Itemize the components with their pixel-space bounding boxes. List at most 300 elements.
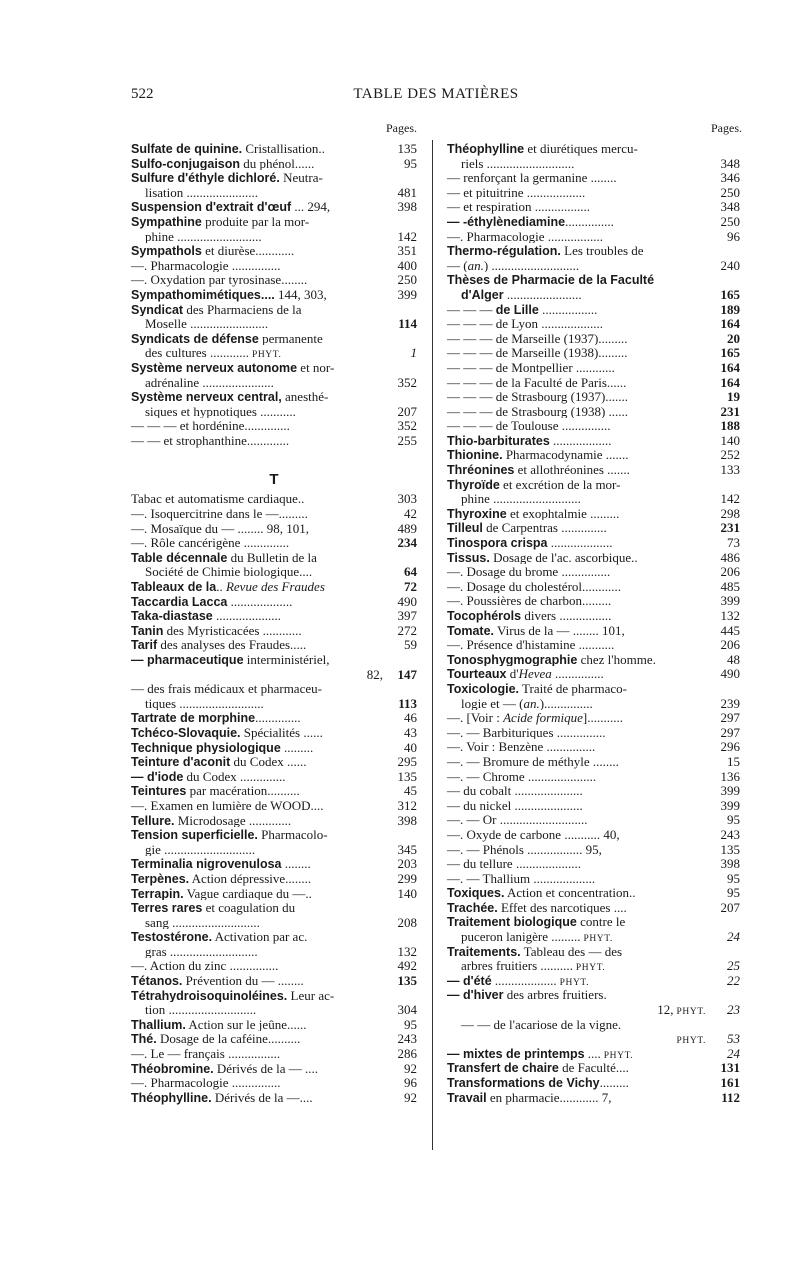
index-entry	[131, 959, 417, 974]
entry-text	[447, 900, 629, 915]
entry-term: — d'été	[447, 973, 492, 988]
index-entry	[447, 828, 740, 843]
entry-text	[131, 798, 326, 813]
index-entry	[131, 419, 417, 434]
entry-text	[131, 754, 308, 769]
entry-text	[447, 958, 607, 973]
entry-description: —. Pharmacologie ...............	[131, 1075, 281, 1091]
entry-text	[131, 521, 311, 536]
entry-description: ]...........	[582, 710, 623, 726]
entry-text	[447, 856, 583, 871]
entry-text	[447, 185, 587, 200]
entry-term: Tanin	[131, 623, 164, 638]
entry-text	[131, 594, 294, 609]
entry-text	[447, 258, 581, 273]
entry-term: Tableaux de la	[131, 580, 217, 595]
entry-text	[447, 973, 591, 988]
entry-term: Traitement biologique	[447, 915, 577, 930]
entry-term: Sulfo-conjugaison	[131, 156, 241, 171]
entry-description: —. Action du zinc ...............	[131, 958, 279, 974]
index-entry	[447, 755, 740, 770]
entry-description: gie ............................	[145, 841, 256, 857]
page-ref: 45	[404, 783, 417, 799]
index-entry	[447, 419, 740, 434]
page-ref: 243	[720, 826, 740, 842]
entry-text	[447, 710, 625, 725]
entry-description: — — et strophanthine.............	[131, 432, 290, 448]
entry-text	[131, 185, 260, 200]
entry-term: Tourteaux	[447, 667, 507, 682]
entry-description: —. Oxyde de carbone ........... 40,	[447, 826, 620, 842]
entry-text	[131, 375, 276, 390]
entry-text	[447, 550, 640, 565]
page-ref: 42	[404, 506, 417, 522]
index-entry	[131, 828, 417, 843]
entry-term: Théobromine.	[131, 1061, 214, 1076]
entry-term: Teintures	[131, 784, 187, 799]
entry-term: Système nerveux autonome	[131, 360, 298, 375]
entry-description: Vague cardiaque du —..	[183, 885, 312, 901]
index-entry	[131, 1003, 417, 1018]
index-entry	[131, 682, 417, 697]
index-entry	[131, 755, 417, 770]
entry-text	[657, 1003, 708, 1020]
entry-term: Sulfure d'éthyle dichloré.	[131, 171, 280, 186]
entry-text	[131, 915, 262, 930]
section-letter: T	[269, 471, 279, 489]
entry-description: —. — Barbituriques ...............	[447, 724, 606, 740]
entry-description: interministériel,	[243, 652, 330, 667]
entry-description: ..	[216, 579, 223, 595]
index-entry	[447, 1003, 740, 1018]
entry-term: Tellure.	[131, 813, 175, 828]
entry-text	[131, 740, 315, 755]
index-entry	[447, 390, 740, 405]
page-ref: 206	[720, 637, 740, 653]
index-entry	[447, 288, 740, 303]
index-entry	[131, 492, 417, 507]
page-ref: 112	[721, 1089, 740, 1105]
entry-term: Trachée.	[447, 900, 498, 915]
index-entry	[447, 1018, 740, 1033]
entry-text	[131, 229, 264, 244]
entry-description: ...............	[565, 213, 614, 229]
entry-description: .......................	[503, 286, 582, 302]
entry-text	[131, 856, 313, 871]
index-entry	[447, 784, 740, 799]
entry-italic: an.	[523, 695, 540, 711]
entry-description: arbres fruitiers ..........	[461, 958, 573, 974]
index-entry	[447, 536, 740, 551]
page-ref: 96	[404, 1075, 417, 1091]
entry-term: Thé.	[131, 1032, 157, 1047]
page-ref: 398	[720, 856, 740, 872]
entry-text	[131, 331, 325, 346]
entry-description: —. Voir : Benzène ...............	[447, 739, 596, 755]
index-entry	[131, 711, 417, 726]
index-entry	[131, 814, 417, 829]
entry-term: Syndicats de défense	[131, 331, 259, 346]
entry-text	[131, 900, 297, 915]
page-ref: 207	[720, 899, 740, 915]
entry-text	[131, 418, 292, 433]
page-ref: 131	[720, 1060, 740, 1076]
entry-text	[131, 681, 324, 696]
entry-description: Prévention du — ........	[182, 973, 304, 989]
page-ref: 398	[397, 812, 417, 828]
page-ref: 445	[720, 622, 740, 638]
entry-text	[131, 871, 313, 886]
entry-term: Traitements.	[447, 944, 521, 959]
entry-description: et diurétiques mercu-	[524, 141, 638, 156]
entry-term: Tilleul	[447, 521, 483, 536]
page-ref: 240	[720, 257, 740, 273]
entry-text	[447, 769, 598, 784]
entry-text	[131, 608, 283, 623]
page-ref: 352	[397, 374, 417, 390]
index-entry	[447, 215, 740, 230]
page-ref: 40	[404, 739, 417, 755]
section-tag: PHYT.	[572, 963, 606, 974]
entry-text	[131, 886, 314, 901]
entry-description: de Carpentras ..............	[482, 520, 607, 536]
entry-text	[447, 302, 599, 317]
entry-description: ) ...........................	[483, 257, 580, 273]
entry-text	[131, 1031, 302, 1046]
entry-text	[447, 593, 613, 608]
index-entry	[131, 171, 417, 186]
entry-text	[447, 360, 617, 375]
entry-text	[131, 345, 283, 360]
entry-text	[131, 579, 327, 594]
page-ref: 399	[720, 797, 740, 813]
entry-text	[131, 141, 327, 156]
page-ref: 255	[397, 432, 417, 448]
entry-text	[131, 813, 293, 828]
entry-description: tiques ..........................	[145, 695, 264, 711]
index-entry	[131, 887, 417, 902]
index-entry	[447, 317, 740, 332]
index-entry	[447, 1076, 740, 1091]
index-entry	[131, 565, 417, 580]
entry-italic: Hevea	[518, 666, 552, 682]
index-entries	[447, 142, 740, 1105]
entry-term: Terpènes.	[131, 871, 190, 886]
entry-description: par macération..........	[186, 783, 300, 799]
entry-description: — — — de Lyon ...................	[447, 316, 603, 332]
entry-description: ..................	[549, 432, 612, 448]
page-ref: 19	[727, 389, 740, 405]
index-entry	[131, 376, 417, 391]
page-ref: 299	[397, 870, 417, 886]
entry-text	[447, 287, 584, 302]
entry-term: Tonosphygmographie	[447, 652, 578, 667]
entry-term: Transfert de chaire	[447, 1061, 559, 1076]
entry-text	[447, 214, 616, 229]
index-entry	[447, 1032, 740, 1047]
entry-description: 82,	[366, 666, 383, 682]
index-entry	[447, 521, 740, 536]
entry-term: Thréonines	[447, 463, 515, 478]
entry-text	[447, 199, 592, 214]
entry-description: —. Isoquercitrine dans le —.........	[131, 506, 308, 522]
entry-description: Pharmacolo-	[257, 827, 328, 843]
index-entry	[447, 142, 740, 157]
index-entry	[131, 361, 417, 376]
page-ref: 147	[397, 666, 417, 682]
entry-text	[131, 637, 308, 652]
entry-term: Thyroïde	[447, 477, 500, 492]
entry-text	[447, 418, 613, 433]
entry-text	[447, 1017, 623, 1032]
index-entry	[131, 288, 417, 303]
entry-description: — — — de Marseille (1938).........	[447, 345, 628, 361]
entry-description: puceron lanigère .........	[461, 929, 581, 945]
page-ref: 1	[410, 345, 417, 361]
entry-description: 144, 303,	[274, 286, 327, 302]
entry-description: ....	[584, 1045, 601, 1061]
entry-description: Dérivés de la —....	[211, 1089, 313, 1105]
entry-term: Système nerveux central,	[131, 390, 282, 405]
entry-text	[131, 389, 330, 404]
entry-text	[131, 958, 280, 973]
entry-text	[131, 199, 332, 214]
entry-description: —. — Chrome .....................	[447, 768, 597, 784]
index-entry	[447, 346, 740, 361]
entry-term: — pharmaceutique	[131, 653, 244, 667]
entry-text	[447, 739, 597, 754]
entry-description: —. Dosage du brome ...............	[447, 564, 611, 580]
entry-term: Sympathine	[131, 214, 202, 229]
entry-description: lisation ......................	[145, 184, 259, 200]
entry-text	[447, 535, 615, 550]
index-entry	[447, 200, 740, 215]
entry-text	[131, 404, 298, 419]
page-ref: 297	[720, 710, 740, 726]
pages-label: Pages.	[711, 121, 742, 135]
index-entry	[131, 974, 417, 989]
entry-text	[447, 564, 612, 579]
entry-term: Théophylline	[447, 142, 525, 156]
entry-text	[131, 302, 304, 317]
entry-description: logie et — (	[461, 695, 524, 711]
entry-description: —. — Bromure de méthyle ........	[447, 753, 619, 769]
entry-description: ...............	[551, 666, 604, 682]
entry-term: Tchéco-Slovaquie.	[131, 725, 241, 740]
page-ref: 135	[397, 768, 417, 784]
entry-description: ...................	[491, 972, 557, 988]
entry-text	[447, 885, 637, 900]
page-ref: 132	[397, 943, 417, 959]
entry-text	[447, 608, 613, 623]
entry-description: )...............	[539, 695, 593, 711]
entry-description: contre le	[576, 914, 626, 930]
entry-text	[447, 637, 616, 652]
entry-text	[131, 272, 309, 287]
entry-text	[447, 331, 630, 346]
entry-description: anesthé-	[281, 389, 329, 405]
page-ref: 351	[397, 243, 417, 259]
entry-description: —. — Or ...........................	[447, 812, 588, 828]
page-ref: 161	[720, 1075, 740, 1090]
entry-term: — d'iode	[131, 769, 184, 784]
index-entry	[131, 1032, 417, 1047]
entry-description: —. Pharmacologie .................	[447, 228, 603, 244]
page-ref: 250	[720, 184, 740, 200]
entry-description: des arbres fruitiers.	[503, 987, 607, 1003]
index-entry	[447, 376, 740, 391]
entry-text	[447, 871, 597, 886]
entry-term: Thionine.	[447, 448, 503, 463]
index-entry	[447, 303, 740, 318]
entry-text	[447, 842, 604, 857]
page-ref: 252	[720, 447, 740, 463]
page-ref: 95	[404, 1016, 417, 1032]
page-ref: 164	[720, 374, 740, 390]
entry-description: — — — et hordénine..............	[131, 418, 290, 434]
index-entry	[447, 813, 740, 828]
entry-description: —. Oxydation par tyrosinase........	[131, 272, 308, 288]
page-ref: 114	[398, 316, 417, 332]
entry-term: Thèses de Pharmacie de la Faculté	[447, 273, 655, 288]
entry-text	[447, 389, 630, 404]
page-ref: 286	[397, 1046, 417, 1062]
entry-italic: Revue des Fraudes	[222, 579, 325, 595]
index-entry	[447, 638, 740, 653]
index-column-right	[447, 120, 740, 1105]
page-ref: 189	[720, 301, 740, 317]
index-entry	[447, 157, 740, 172]
entry-description: Spécialités ......	[240, 724, 323, 740]
entry-text	[131, 170, 325, 185]
entry-description: — renforçant la germanine ........	[447, 170, 617, 186]
page-ref: 239	[720, 695, 740, 711]
entry-text	[131, 1017, 308, 1032]
page-ref: 96	[727, 228, 740, 244]
entry-text	[447, 404, 630, 419]
entry-description: — du tellure ....................	[447, 856, 581, 872]
section-tag: PHYT.	[676, 1036, 706, 1047]
entry-text	[447, 520, 609, 535]
entry-term: Teinture d'aconit	[131, 755, 231, 770]
entry-text	[447, 666, 606, 681]
entry-text	[131, 652, 331, 667]
entry-description: ...................	[547, 535, 613, 551]
entry-text	[447, 491, 583, 506]
page-ref: 485	[720, 578, 740, 594]
index-entry	[131, 1047, 417, 1062]
index-entry	[447, 624, 740, 639]
entry-description: — — — de Montpellier ............	[447, 359, 615, 375]
entry-description: — — de l'acariose de la vigne.	[461, 1016, 622, 1032]
entry-term: Tension superficielle.	[131, 828, 258, 843]
entry-text	[447, 170, 619, 185]
entry-description: du Codex ..............	[183, 768, 286, 784]
page-ref: 188	[720, 418, 740, 434]
page-ref: 132	[720, 608, 740, 623]
index-entry	[131, 230, 417, 245]
index-entry	[447, 843, 740, 858]
page-ref: 53	[727, 1031, 740, 1047]
page-ref: 24	[727, 929, 740, 945]
entry-description: —. Poussières de charbon.........	[447, 593, 612, 609]
entry-description: phine ..........................	[145, 228, 262, 244]
page-ref: 297	[720, 724, 740, 740]
page-ref: 397	[397, 608, 417, 624]
page-ref: 92	[404, 1089, 417, 1105]
index-entry	[447, 565, 740, 580]
entry-description: —. Mosaïque du — ........ 98, 101,	[131, 520, 310, 536]
entry-text	[131, 156, 316, 171]
entry-text	[131, 360, 336, 375]
entry-text	[447, 579, 623, 594]
entry-term: Tartrate de morphine	[131, 711, 256, 726]
entry-term: Sulfate de quinine.	[131, 142, 243, 156]
entry-description: Virus de la — ........ 101,	[494, 622, 625, 638]
index-entry	[131, 726, 417, 741]
page-ref: 164	[720, 316, 740, 332]
entry-description: des Myristicacées ............	[163, 622, 302, 638]
page-ref: 133	[720, 462, 740, 478]
entry-text	[447, 272, 656, 287]
entry-text	[131, 842, 257, 857]
entry-text	[447, 141, 640, 156]
entry-description: .................	[538, 301, 598, 317]
entry-description: — et respiration .................	[447, 199, 590, 215]
entry-term: d'Alger	[461, 287, 504, 302]
page-ref: 203	[397, 856, 417, 872]
entry-description: —. Pharmacologie ...............	[131, 257, 281, 273]
entry-description: d'	[506, 666, 519, 682]
page-ref: 490	[720, 666, 740, 682]
page-ref: 64	[404, 564, 417, 580]
index-entry	[131, 434, 417, 449]
entry-text	[131, 287, 329, 302]
page-ref: 399	[720, 593, 740, 609]
entry-description: en pharmacie............ 7,	[486, 1089, 612, 1105]
page-ref: 15	[727, 753, 740, 769]
entry-description: et allothréonines .......	[514, 462, 630, 478]
index-entry	[131, 317, 417, 332]
index-entry	[131, 638, 417, 653]
entry-text	[447, 1060, 631, 1075]
entry-description: — et pituitrine ..................	[447, 184, 586, 200]
entry-description: Tabac et automatisme cardiaque..	[131, 491, 305, 507]
entry-description: phine ...........................	[461, 491, 581, 507]
page-ref: 95	[727, 870, 740, 886]
page-ref: 295	[397, 754, 417, 770]
entry-text	[447, 798, 585, 813]
entry-description: gras ...........................	[145, 943, 258, 959]
index-entry	[447, 667, 740, 682]
entry-text	[447, 375, 628, 390]
entry-description: — du cobalt .....................	[447, 783, 583, 799]
page-ref: 142	[397, 228, 417, 244]
index-entry	[131, 872, 417, 887]
index-entry	[131, 930, 417, 945]
entry-term: Syndicat	[131, 302, 184, 317]
entry-text	[131, 1046, 282, 1061]
index-entry	[447, 682, 740, 697]
entry-description: —. Examen en lumière de WOOD....	[131, 797, 324, 813]
index-entry	[447, 230, 740, 245]
entry-term: Tinospora crispa	[447, 536, 548, 551]
entry-description: Effet des narcotiques ....	[497, 899, 627, 915]
index-entry	[131, 303, 417, 318]
entry-text	[131, 1061, 320, 1076]
entry-description: — — — de Marseille (1937).........	[447, 330, 628, 346]
entry-description: sang ...........................	[145, 914, 260, 930]
